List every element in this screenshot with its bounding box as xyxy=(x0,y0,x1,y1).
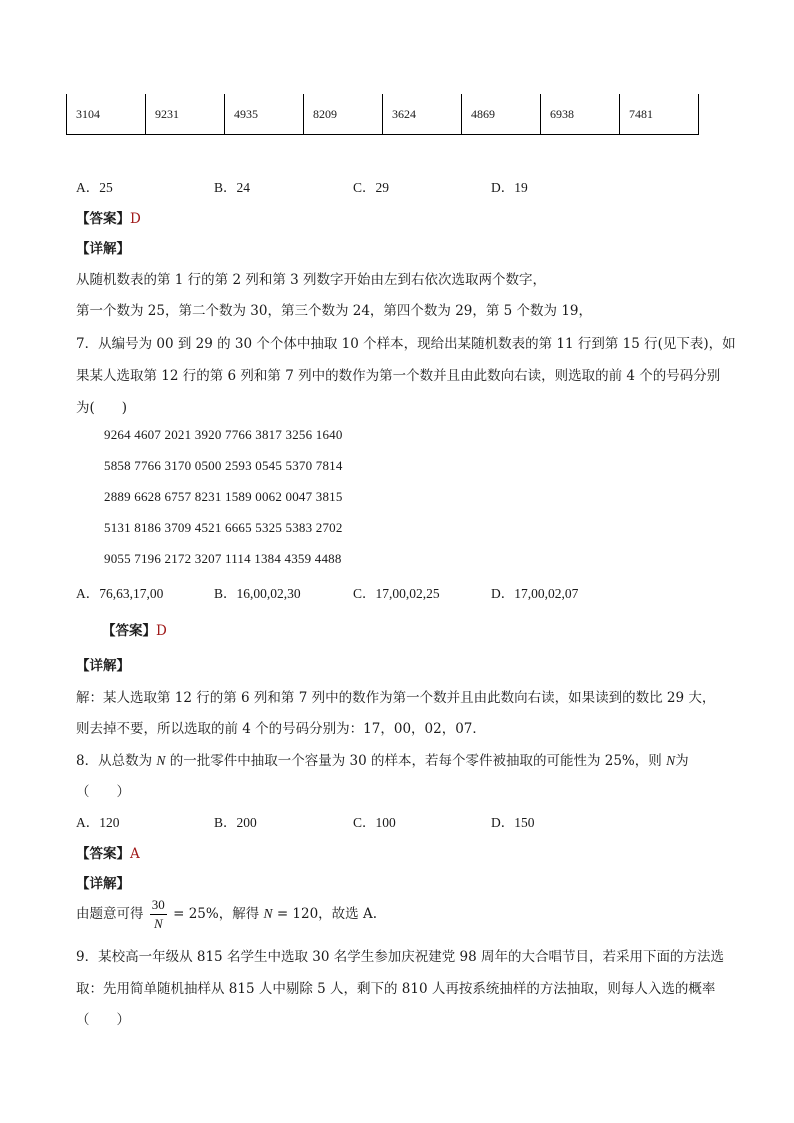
q9-stem: 9．某校高一年级从 815 名学生中选取 30 名学生参加庆祝建党 98 周年的大合唱节目，若采用下面的方法选 xyxy=(76,949,724,965)
answer-value: D xyxy=(156,623,167,639)
q8-var-n: N xyxy=(156,753,166,768)
q7-option-b: B．16,00,02,30 xyxy=(214,586,301,601)
q6-detail-label: 【详解】 xyxy=(76,241,130,257)
q8-detail-text: 由题意可得 xyxy=(76,906,144,922)
table-cell: 7481 xyxy=(620,94,699,135)
q9-stem: 取：先用简单随机抽样从 815 人中剔除 5 人，剩下的 810 人再按系统抽样的方法抽取，则每人入选的概率 xyxy=(76,981,716,997)
q8-fraction xyxy=(150,896,167,933)
q8-blank: （ ） xyxy=(76,784,130,800)
table-cell: 4869 xyxy=(462,94,541,135)
q6-detail-line: 第一个数为 25，第二个数为 30，第三个数为 24，第四个数为 29，第 5 个数为 19， xyxy=(76,303,593,319)
q6-option-d: D．19 xyxy=(491,180,528,195)
q7-stem: 为( ) xyxy=(76,400,128,416)
q7-option-a: A．76,63,17,00 xyxy=(76,586,164,601)
answer-label: 【答案】 xyxy=(76,211,130,227)
q8-detail-label: 【详解】 xyxy=(76,876,130,892)
table-cell: 4935 xyxy=(225,94,304,135)
q7-detail-line: 解：某人选取第 12 行的第 6 列和第 7 列中的数作为第一个数并且由此数向右读，如果读到的数比 29 大， xyxy=(76,690,716,706)
q8-option-c: C．100 xyxy=(353,815,396,830)
q8-option-b: B．200 xyxy=(214,815,257,830)
table-row xyxy=(67,94,699,135)
q8-answer xyxy=(76,842,140,862)
q8-stem xyxy=(76,749,689,769)
q9-stem: （ ） xyxy=(76,1012,130,1028)
answer-label: 【答案】 xyxy=(102,623,156,639)
q8-option-d: D．150 xyxy=(491,815,535,830)
q8-option-a: A．120 xyxy=(76,815,120,830)
q8-detail-line xyxy=(76,896,377,933)
table-cell: 6938 xyxy=(541,94,620,135)
fraction-denominator: N xyxy=(153,916,163,931)
q7-stem: 7．从编号为 00 到 29 的 30 个个体中抽取 10 个样本，现给出某随机数表的第 11 行到第 15 行(见下表)，如 xyxy=(76,336,736,352)
table-cell: 8209 xyxy=(304,94,383,135)
answer-value: A xyxy=(130,846,140,862)
q7-random-row: 9055 7196 2172 3207 1114 1384 4359 4488 xyxy=(104,551,342,566)
q8-var-n: N xyxy=(263,906,273,921)
q7-random-row: 5858 7766 3170 0500 2593 0545 5370 7814 xyxy=(104,458,343,473)
q6-answer xyxy=(76,207,141,227)
q6-option-c: C．29 xyxy=(353,180,390,195)
q7-option-d: D．17,00,02,07 xyxy=(491,586,579,601)
fraction-numerator: 30 xyxy=(150,896,167,915)
table-cell: 9231 xyxy=(146,94,225,135)
q8-var-n: N xyxy=(666,753,676,768)
q7-random-row: 9264 4607 2021 3920 7766 3817 3256 1640 xyxy=(104,427,343,442)
q8-stem-text: 8．从总数为 xyxy=(76,753,153,769)
q7-answer xyxy=(102,619,167,639)
random-number-table xyxy=(66,94,699,135)
q7-random-row: 5131 8186 3709 4521 6665 5325 5383 2702 xyxy=(104,520,343,535)
answer-label: 【答案】 xyxy=(76,846,130,862)
q8-detail-text: = 120，故选 A. xyxy=(276,906,378,922)
q7-detail-label: 【详解】 xyxy=(76,658,130,674)
q8-stem-text: 的一批零件中抽取一个容量为 30 的样本，若每个零件被抽取的可能性为 25%，则 xyxy=(169,753,662,769)
q8-detail-text: = 25%，解得 xyxy=(173,906,260,922)
q7-stem: 果某人选取第 12 行的第 6 列和第 7 列中的数作为第一个数并且由此数向右读，则选取的前 4 个的号码分别 xyxy=(76,368,721,384)
table-cell: 3624 xyxy=(383,94,462,135)
q7-detail-line: 则去掉不要，所以选取的前 4 个的号码分别为：17，00，02，07． xyxy=(76,721,486,737)
q7-option-c: C．17,00,02,25 xyxy=(353,586,440,601)
q7-random-row: 2889 6628 6757 8231 1589 0062 0047 3815 xyxy=(104,489,343,504)
q8-stem-text: 为 xyxy=(675,753,689,769)
q6-detail-line: 从随机数表的第 1 行的第 2 列和第 3 列数字开始由左到右依次选取两个数字， xyxy=(76,272,547,288)
table-cell: 3104 xyxy=(67,94,146,135)
answer-value: D xyxy=(130,211,141,227)
q6-option-a: A．25 xyxy=(76,180,113,195)
q6-option-b: B．24 xyxy=(214,180,251,195)
